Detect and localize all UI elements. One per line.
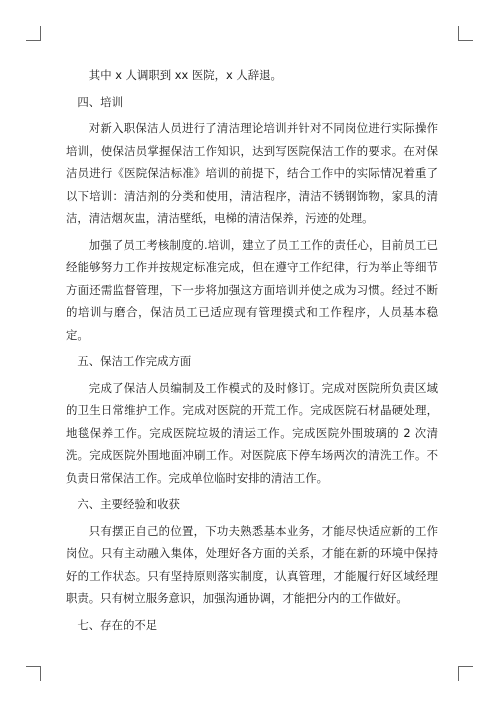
crop-mark-top-right — [458, 26, 473, 41]
section-5-paragraph-1: 完成了保洁人员编制及工作模式的及时修订。完成对医院所负责区域的卫生日常维护工作。完成对医院的开荒工作。完成医院石材晶硬处理，地毯保养工作。完成医院垃圾的清运工作。完成医院外围玻璃的 2 次清洗。完成医院外围地面冲刷工作。对医院底下停车场两次的清洗工作。不负责日常保洁工作。完成单位临时安排的清洁工作。 — [66, 380, 438, 485]
crop-mark-top-left — [26, 26, 41, 41]
crop-mark-bottom-right — [458, 666, 473, 681]
section-6-paragraph-1: 只有摆正自己的位置，下功夫熟悉基本业务，才能尽快适应新的工作岗位。只有主动融入集体，处理好各方面的关系，才能在新的环境中保持好的工作状态。只有坚持原则落实制度，认真管理，才能履行好区域经理职责。只有树立服务意识，加强沟通协调，才能把分内的工作做好。 — [66, 523, 438, 605]
section-4-paragraph-2: 加强了员工考核制度的.培训，建立了员工工作的责任心，目前员工已经能够努力工作并按规定标准完成，但在遵守工作纪律，行为举止等细节方面还需监督管理，下一步将加强这方面培训并使之成为习惯。经过不断的培训与磨合，保洁员工已适应现有管理摸式和工作程序，人员基本稳定。 — [66, 237, 438, 342]
section-5-heading: 五、保洁工作完成方面 — [77, 354, 192, 368]
crop-mark-bottom-left — [26, 666, 41, 681]
section-4-paragraph-1: 对新入职保洁人员进行了清洁理论培训并针对不同岗位进行实际操作培训，使保洁员掌握保洁工作知识，达到写医院保洁工作的要求。在对保洁员进行《医院保洁标准》培训的前提下，结合工作中的实际情况着重了以下培训：清洁剂的分类和使用，清洁程序，清洁不锈钢饰物，家具的清洁，清洁烟灰盅，清洁壁纸，电梯的清洁保养，污迹的处理。 — [66, 121, 438, 225]
section-7-heading: 七、存在的不足 — [77, 617, 158, 632]
document-body — [66, 64, 438, 640]
section-4-heading: 四、培训 — [77, 94, 123, 109]
section-6-heading: 六、主要经验和收获 — [77, 497, 180, 511]
intro-line: 其中 x 人调职到 xx 医院，x 人辞退。 — [88, 68, 282, 82]
